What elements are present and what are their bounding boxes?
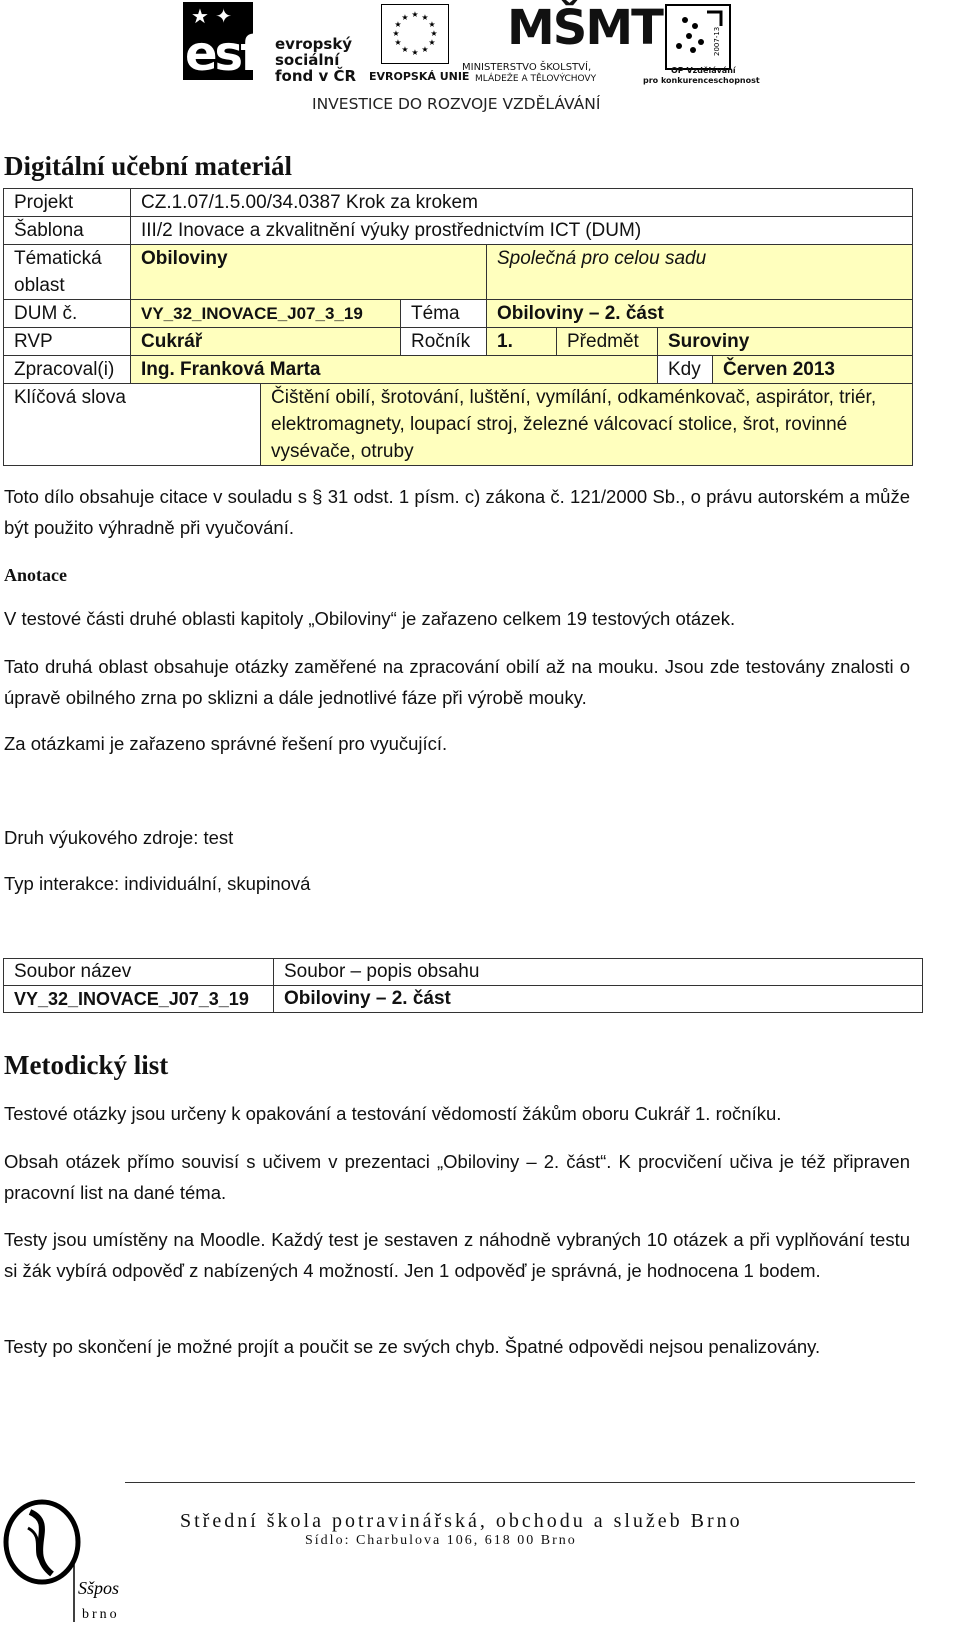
msmt-logo: MŠMT (507, 0, 662, 56)
table-row (4, 300, 913, 328)
rvp-value: Cukrář (131, 328, 401, 356)
anotace-paragraph-3: Za otázkami je zařazeno správné řešení pro vyučující. (4, 733, 448, 754)
projekt-value: CZ.1.07/1.5.00/34.0387 Krok za krokem (131, 189, 913, 217)
file-table (3, 958, 923, 1013)
footer-school-name: Střední škola potravinářská, obchodu a služeb Brno (180, 1510, 743, 1532)
metodicky-paragraph-2: Obsah otázek přímo souvisí s učivem v prezentaci „Obiloviny – 2. část“. K procvičení učiva je též připraven pracovní list na dané téma. (4, 1151, 910, 1203)
citace-paragraph: Toto dílo obsahuje citace v souladu s § 31 odst. 1 písm. c) zákona č. 121/2000 Sb., o právu autorském a může být použito výhradně při vyučování. (4, 486, 910, 538)
dum-label: DUM č. (4, 300, 131, 328)
svg-text:★: ★ (394, 38, 402, 47)
tema-value: Obiloviny – 2. část (487, 300, 913, 328)
table-row (4, 328, 913, 356)
file-desc: Obiloviny – 2. část (274, 986, 923, 1013)
predmet-label: Předmět (557, 328, 658, 356)
esf-caption: evropský sociální fond v ČR (275, 35, 357, 85)
esf-stars-icon: ★ ✦ (191, 4, 233, 28)
table-row (4, 217, 913, 245)
predmet-value: Suroviny (658, 328, 913, 356)
svg-text:★: ★ (428, 38, 436, 47)
anotace-heading: Anotace (4, 565, 67, 585)
footer-address: Sídlo: Charbulova 106, 618 00 Brno (305, 1533, 577, 1548)
svg-text:★: ★ (421, 45, 429, 54)
kdy-value: Červen 2013 (713, 356, 913, 384)
eu-flag-icon (381, 4, 449, 64)
table-row (4, 245, 913, 300)
sablona-label: Šablona (4, 217, 131, 245)
file-header-desc: Soubor – popis obsahu (274, 959, 923, 986)
esf-logo-text: esf (185, 26, 259, 82)
svg-text:★: ★ (392, 29, 400, 38)
zpracoval-label: Zpracoval(i) (4, 356, 131, 384)
svg-text:★: ★ (421, 13, 429, 22)
tematicka-value: Obiloviny (131, 245, 487, 300)
table-row (4, 986, 923, 1013)
tema-label: Téma (401, 300, 487, 328)
msmt-caption-1: MINISTERSTVO ŠKOLSTVÍ, (462, 62, 592, 73)
sablona-value: III/2 Inovace a zkvalitnění výuky prostřednictvím ICT (DUM) (131, 217, 913, 245)
file-header-name: Soubor název (4, 959, 274, 986)
file-name: VY_32_INOVACE_J07_3_19 (4, 986, 274, 1013)
druh-paragraph: Druh výukového zdroje: test (4, 827, 234, 848)
zpracoval-value: Ing. Franková Marta (131, 356, 658, 384)
op-caption-1: OP Vzdělávání (671, 66, 736, 75)
table-row (4, 356, 913, 384)
metodicky-paragraph-3: Testy jsou umístěny na Moodle. Každý test je sestaven z náhodně vybraných 10 otázek a při vyplňování testu si žák vybírá odpověď z nabízených 4 možností. Jen 1 odpověď je správná, je hodnocena 1 bodem. (4, 1229, 910, 1281)
kdy-label: Kdy (658, 356, 713, 384)
dum-value: VY_32_INOVACE_J07_3_19 (131, 300, 401, 328)
svg-text:brno: brno (82, 1607, 120, 1622)
svg-text:★: ★ (394, 20, 402, 29)
svg-text:★: ★ (411, 48, 419, 57)
svg-text:★: ★ (430, 29, 438, 38)
rvp-label: RVP (4, 328, 131, 356)
svg-text:2007-13: 2007-13 (713, 26, 721, 56)
projekt-label: Projekt (4, 189, 131, 217)
table-row (4, 384, 913, 466)
footer-divider (125, 1482, 915, 1483)
table-row (4, 189, 913, 217)
svg-text:★: ★ (411, 10, 419, 19)
esf-logo (183, 2, 259, 82)
tematicka-label: Tématická oblast (4, 245, 131, 300)
info-table (3, 188, 913, 466)
klicova-label: Klíčová slova (4, 384, 261, 466)
svg-text:Sšpos: Sšpos (78, 1578, 120, 1598)
school-logo (0, 1490, 125, 1625)
rocnik-value: 1. (487, 328, 557, 356)
svg-text:★: ★ (401, 13, 409, 22)
eu-caption: EVROPSKÁ UNIE (369, 70, 470, 83)
msmt-caption-2: MLÁDEŽE A TĚLOVÝCHOVY (475, 74, 597, 84)
tematicka-note: Společná pro celou sadu (487, 245, 913, 300)
header-logos (175, 0, 775, 120)
invest-caption: INVESTICE DO ROZVOJE VZDĚLÁVÁNÍ (312, 95, 601, 113)
anotace-paragraph-2: Tato druhá oblast obsahuje otázky zaměřené na zpracování obilí až na mouku. Jsou zde testovány znalosti o úpravě obilného zrna po sklizni a dále jednotlivé fáze při výrobě mouky. (4, 656, 910, 708)
rocnik-label: Ročník (401, 328, 487, 356)
anotace-paragraph-1: V testové části druhé oblasti kapitoly „Obiloviny“ je zařazeno celkem 19 testových otázek. (4, 608, 736, 629)
page-title: Digitální učební materiál (4, 151, 292, 181)
klicova-value: Čištění obilí, šrotování, luštění, vymílání, odkaménkovač, aspirátor, triér, elektromagnety, loupací stroj, železné válcovací stolice, šrot, rovinné vysévače, otruby (261, 384, 913, 466)
metodicky-paragraph-1: Testové otázky jsou určeny k opakování a testování vědomostí žákům oboru Cukrář 1. ročníku. (4, 1103, 782, 1124)
metodicky-paragraph-4: Testy po skončení je možné projít a poučit se ze svých chyb. Špatné odpovědi nejsou penalizovány. (4, 1336, 821, 1357)
op-caption-2: pro konkurenceschopnost (643, 76, 760, 85)
typ-paragraph: Typ interakce: individuální, skupinová (4, 873, 311, 894)
metodicky-heading: Metodický list (4, 1050, 169, 1080)
table-row (4, 959, 923, 986)
op-logo-icon (665, 4, 731, 70)
svg-text:★: ★ (428, 20, 436, 29)
svg-text:★: ★ (401, 45, 409, 54)
